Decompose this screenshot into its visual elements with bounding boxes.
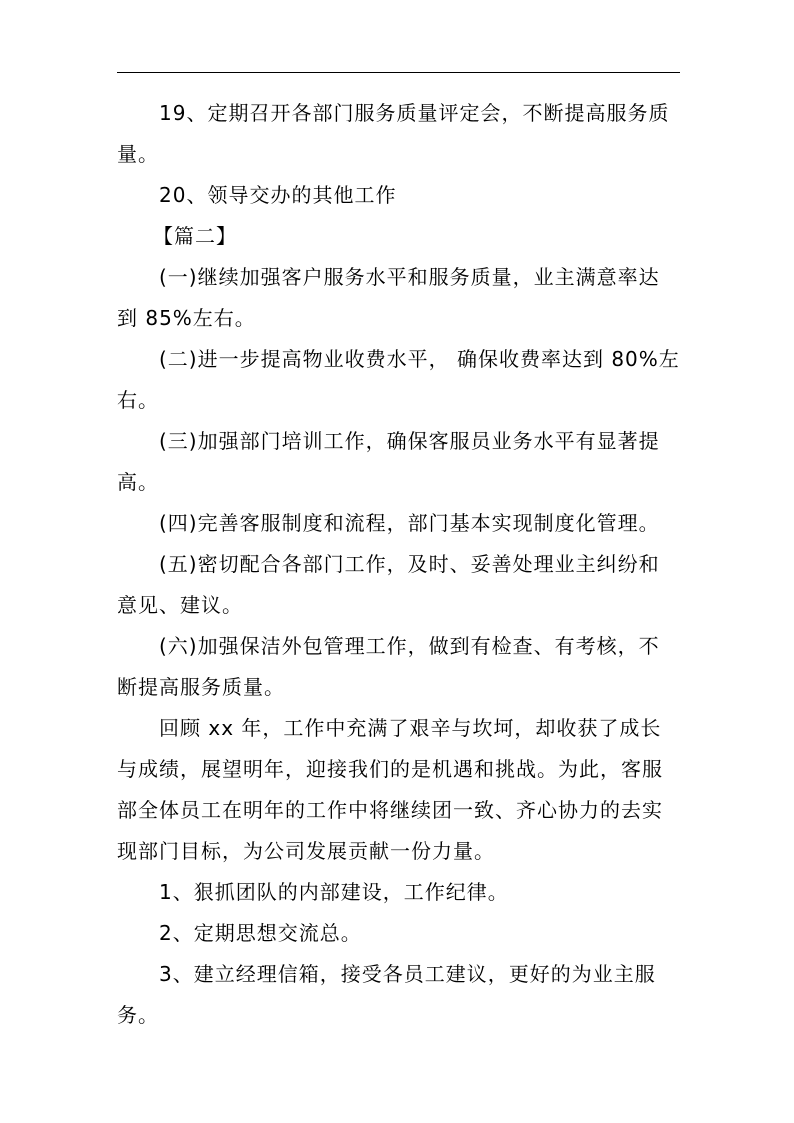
document-body [117,93,680,1036]
goal-item-6: (六)加强保洁外包管理工作，做到有检查、有考核，不断提高服务质量。 [117,634,660,699]
paragraph-item-20: 20、领导交办的其他工作 [159,183,397,207]
goal-item-4: (四)完善客服制度和流程，部门基本实现制度化管理。 [159,511,660,535]
paragraph-item-19: 19、定期召开各部门服务质量评定会，不断提高服务质量。 [117,101,670,166]
review-paragraph: 回顾 xx 年，工作中充满了艰辛与坎坷，却收获了成长与成绩，展望明年，迎接我们的是机遇和挑战。为此，客服部全体员工在明年的工作中将继续团一致、齐心协力的去实现部门目标，为公司发展贡献一份力量。 [117,716,663,863]
measure-item-2: 2、定期思想交流总。 [159,921,362,945]
goal-item-2: (二)进一步提高物业收费水平， 确保收费率达到 80%左右。 [117,347,680,412]
measure-item-3: 3、建立经理信箱，接受各员工建议，更好的为业主服务。 [117,962,656,1027]
section-heading: 【篇二】 [153,224,237,248]
measure-item-1: 1、狠抓团队的内部建设，工作纪律。 [159,880,509,904]
header-divider [117,72,680,73]
goal-item-1: (一)继续加强客户服务水平和服务质量，业主满意率达到 85%左右。 [117,265,660,330]
goal-item-5: (五)密切配合各部门工作，及时、妥善处理业主纠纷和意见、建议。 [117,552,660,617]
goal-item-3: (三)加强部门培训工作，确保客服员业务水平有显著提高。 [117,429,660,494]
